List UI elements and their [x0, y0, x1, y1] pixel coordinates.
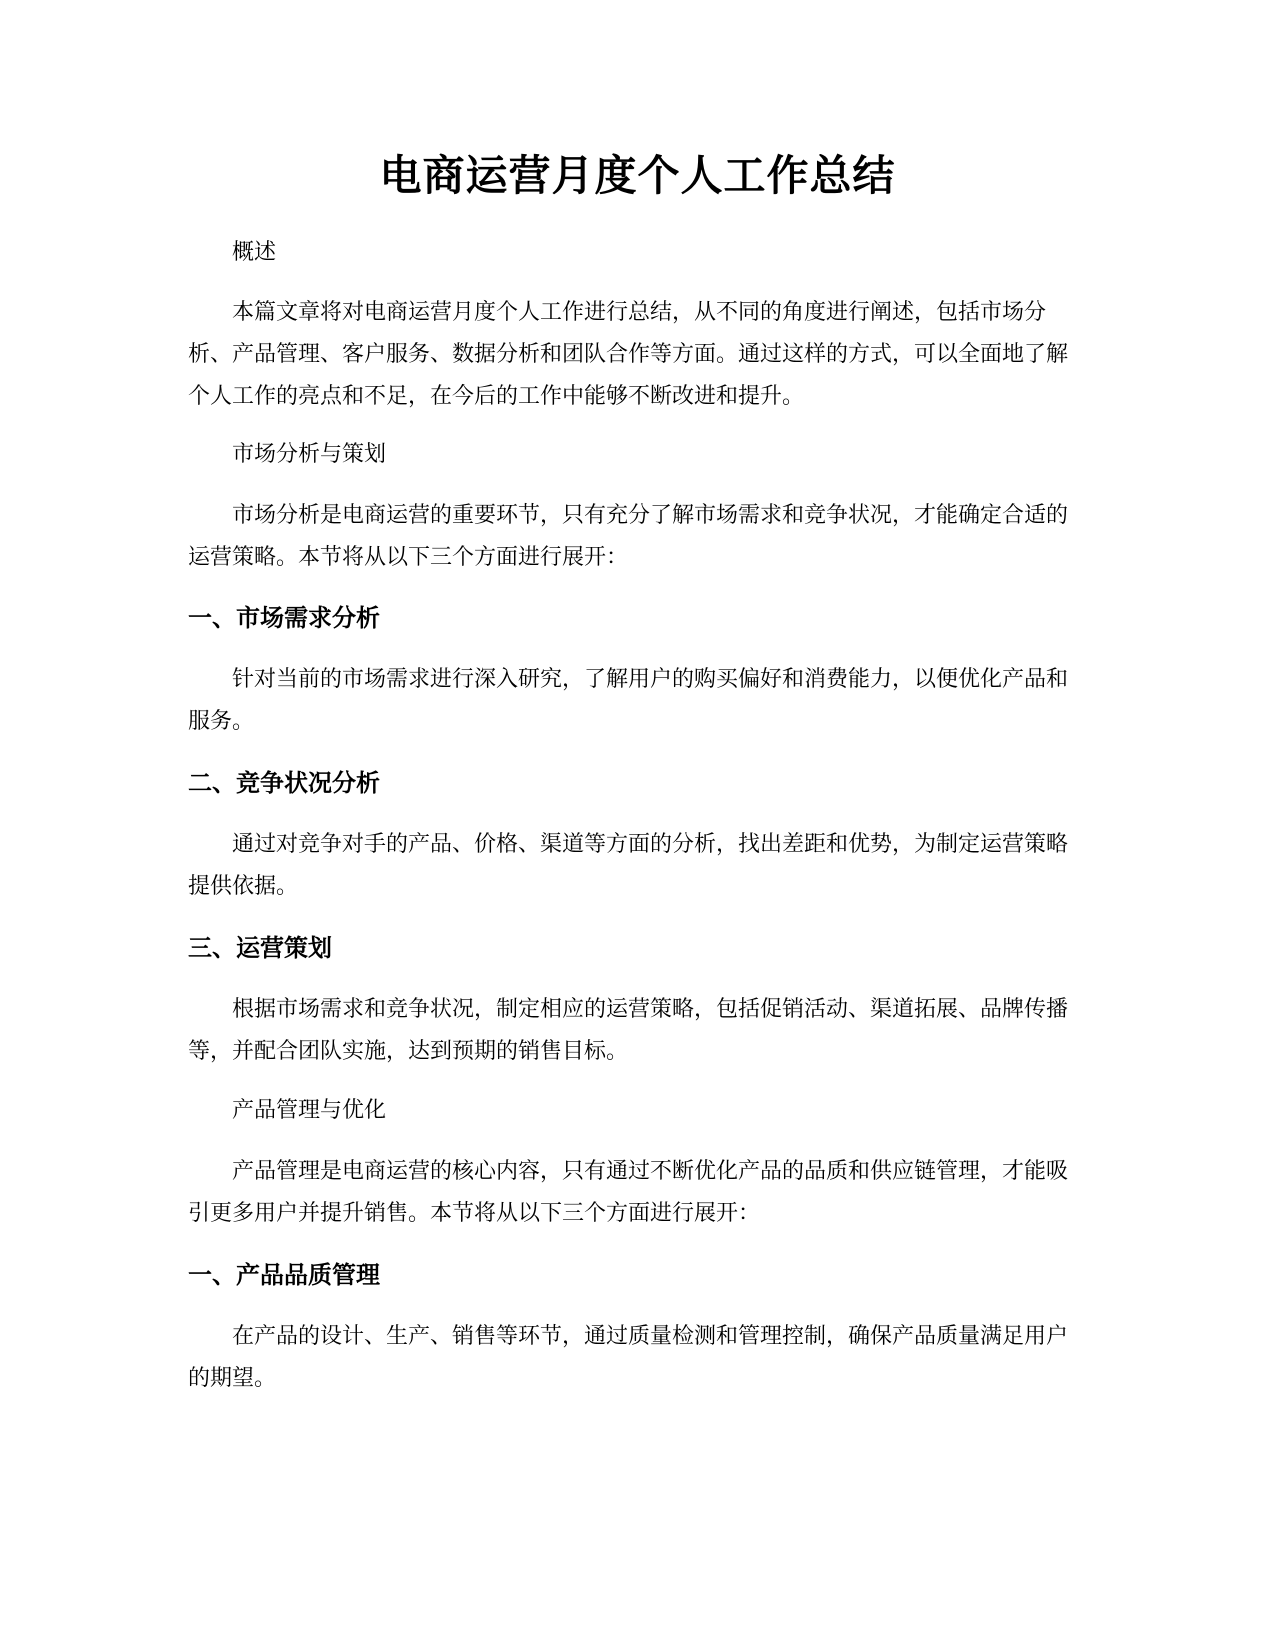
paragraph-operation-planning: 根据市场需求和竞争状况，制定相应的运营策略，包括促销活动、渠道拓展、品牌传播等，并配合团队实施，达到预期的销售目标。	[188, 997, 1069, 1064]
section-product-management-intro: 产品管理是电商运营的核心内容，只有通过不断优化产品的品质和供应链管理，才能吸引更多用户并提升销售。本节将从以下三个方面进行展开：	[188, 1159, 1069, 1226]
document-title: 电商运营月度个人工作总结	[379, 151, 896, 200]
paragraph-market-demand: 针对当前的市场需求进行深入研究，了解用户的购买偏好和消费能力，以便优化产品和服务。	[188, 667, 1069, 734]
overview-paragraph: 本篇文章将对电商运营月度个人工作进行总结，从不同的角度进行阐述，包括市场分析、产品管理、客户服务、数据分析和团队合作等方面。通过这样的方式，可以全面地了解个人工作的亮点和不足，在今后的工作中能够不断改进和提升。	[188, 300, 1069, 409]
heading-product-quality: 一、产品品质管理	[188, 1261, 380, 1289]
section-product-management-label: 产品管理与优化	[232, 1098, 387, 1123]
paragraph-product-quality: 在产品的设计、生产、销售等环节，通过质量检测和管理控制，确保产品质量满足用户的期望。	[188, 1324, 1069, 1391]
section-market-analysis-intro: 市场分析是电商运营的重要环节，只有充分了解市场需求和竞争状况，才能确定合适的运营策略。本节将从以下三个方面进行展开：	[188, 503, 1069, 570]
heading-competition: 二、竞争状况分析	[188, 769, 380, 797]
heading-market-demand: 一、市场需求分析	[188, 604, 380, 632]
section-market-analysis-label: 市场分析与策划	[232, 442, 387, 467]
overview-label: 概述	[232, 240, 277, 265]
heading-operation-planning: 三、运营策划	[188, 934, 332, 962]
paragraph-competition: 通过对竞争对手的产品、价格、渠道等方面的分析，找出差距和优势，为制定运营策略提供依据。	[188, 832, 1069, 899]
